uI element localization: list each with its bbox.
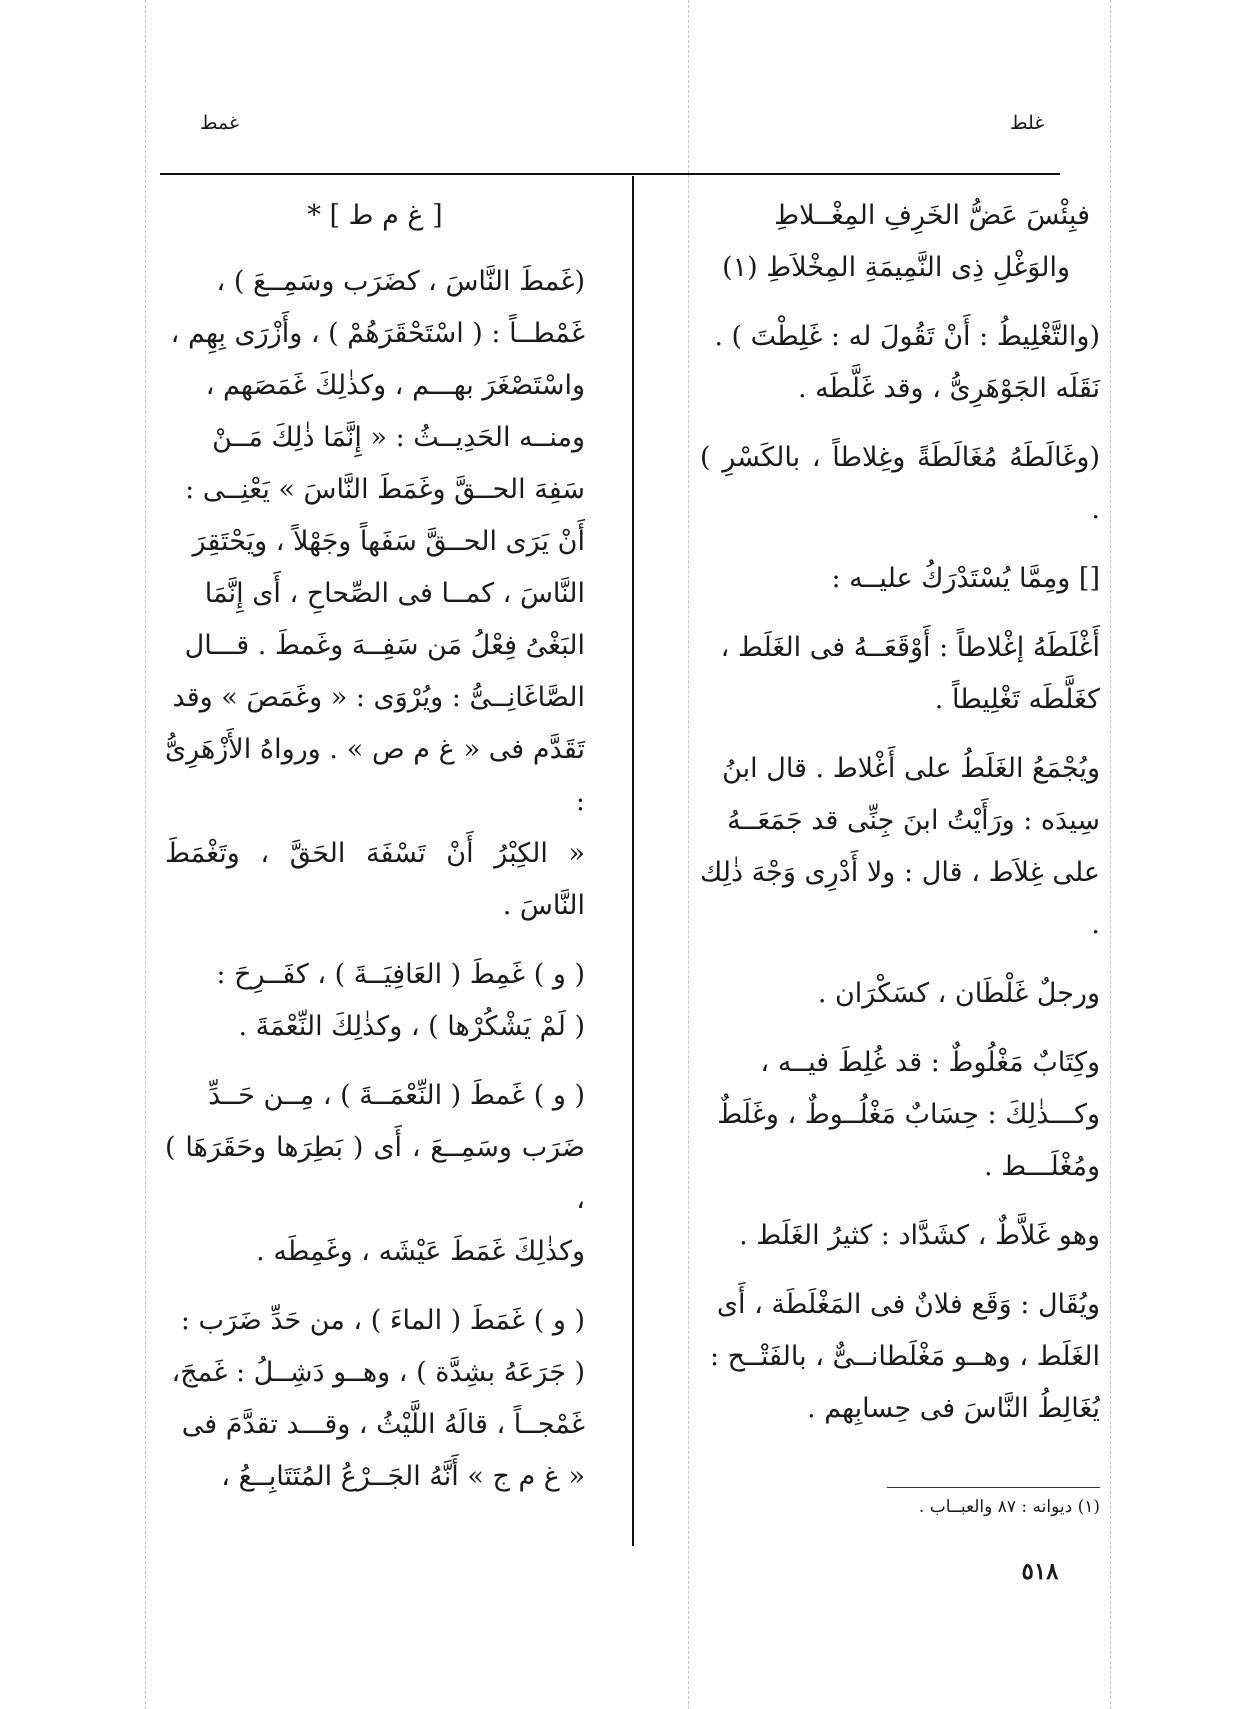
margin-guide-line (1110, 0, 1111, 1709)
text-line: ( و ) غَمطَ ( النِّعْمَــةَ ) ، مِــن حَــدِّ (208, 1080, 585, 1111)
margin-guide-line (688, 0, 689, 1709)
text-line: الصَّاغَانِــىُّ : ويُرْوَى : « وغَمَصَ » وقد (172, 682, 585, 713)
entry-paragraph (700, 622, 1100, 726)
text-line: ويُقَال : وَقَع فلانٌ فى المَغْلَطَة ، أَى (716, 1289, 1100, 1320)
entry-paragraph (700, 1279, 1100, 1435)
left-column (165, 190, 585, 1520)
text-line: ومنــه الحَدِيــثُ : « إِنَّمَا ذٰلِكَ مَــنْ (212, 422, 585, 453)
page-header-right-keyword: غلط (1010, 112, 1045, 134)
column-divider (632, 176, 634, 1546)
entry-paragraph (700, 1037, 1100, 1193)
text-line: سِيدَه : ورَأَيْتُ ابنَ جِنِّى قد جَمَعَــهُ (727, 805, 1100, 836)
text-line: النَّاسَ ، كمــا فى الصِّحاحِ ، أَى إِنَّمَا (204, 578, 585, 609)
verse-line: فبِئْسَ عَضُّ الخَرِفِ المِغْــلاطِ (774, 200, 1090, 231)
right-column (700, 190, 1100, 1452)
text-line: أَغْلَطَهُ إغْلاطاً : أَوْقَعَــهُ فى الغَلَط ، (720, 632, 1100, 663)
entry-paragraph (165, 1070, 585, 1278)
text-line: « غ م ج » أَنَّهُ الجَــرْعُ المُتَتَابِــعُ ، (221, 1461, 585, 1492)
text-line: واسْتَصْغَرَ بهـــم ، وكذٰلِكَ غَمَصَهم ، (205, 370, 585, 401)
text-line: غَمْطــاً : ( اسْتَحْقَرَهُمْ ) ، وأَزْرَى بِهِم ، (170, 318, 585, 349)
verse-line: والوَغْلِ ذِى النَّمِيمَةِ المِخْلاَطِ (١) (722, 252, 1070, 283)
text-line: ضَرَب وسَمِــعَ ، أَى ( بَطِرَها وحَقَرَهَا ) ، (165, 1132, 585, 1215)
text-line: يُغَالِطُ النَّاسَ فى حِسابِهم . (807, 1393, 1100, 1424)
text-line: ( لَمْ يَشْكُرْها ) ، وكذٰلِكَ النِّعْمَةَ . (238, 1011, 585, 1042)
page-number: ٥١٨ (1021, 1558, 1059, 1585)
text-line: الغَلَط ، وهــو مَغْلَطانــىٌّ ، بالفَتْــح : (709, 1341, 1100, 1372)
text-line: « الكِبْرُ أَنْ تَسْفَهَ الحَقَّ ، وتَغْمَطَ النَّاسَ . (165, 838, 585, 921)
entry-paragraph (700, 432, 1100, 536)
text-line: كغَلَّطَه تَغْلِيطاً . (934, 684, 1100, 715)
text-line: ( و ) غَمَطَ ( الماءَ ) ، من حَدِّ ضَرَب : (180, 1305, 585, 1336)
text-line: (غَمطَ النَّاسَ ، كضَرَب وسَمِــعَ ) ، (216, 266, 585, 297)
text-line: على غِلاَط ، قال : ولا أَدْرِى وَجْهَ ذٰلِك . (700, 857, 1100, 940)
text-line: غَمْجــاً ، قالَهُ اللَّيْثُ ، وقـــد تقدَّمَ فى (181, 1409, 585, 1440)
verse (700, 190, 1100, 294)
entry-paragraph (165, 256, 585, 932)
entry-paragraph (700, 1210, 1100, 1262)
text-line: أَنْ يَرَى الحــقَّ سَفَهاً وجَهْلاً ، ويَحْتَقِرَ (192, 526, 585, 557)
entry-heading: [ غ م ط ] * (307, 200, 443, 231)
text-line: وكـــذٰلِكَ : حِسَابٌ مَغْلُــوطٌ ، وغَلَطٌ (717, 1099, 1100, 1130)
entry-paragraph (165, 949, 585, 1053)
text-line: البَغْىُ فِعْلُ مَن سَفِــهَ وغَمطَ . قـــال (184, 630, 585, 661)
margin-guide-line (145, 0, 146, 1709)
entry-paragraph (700, 743, 1100, 951)
text-line: ورجلٌ غَلْطَان ، كسَكْرَان . (817, 978, 1100, 1009)
text-line: ( جَرَعَهُ بشِدَّة ) ، وهــو دَشِــلُ : غَمجَ، (171, 1357, 585, 1388)
text-line: ومُغْلَـــط . (984, 1151, 1100, 1182)
text-line: وكذٰلِكَ غَمَطَ عَيْشَه ، وغَمِطَه . (256, 1236, 585, 1267)
supplement-heading (700, 553, 1100, 605)
text-line: (وغَالَطَهُ مُغَالَطَةً وغِلاطاً ، بالكَسْرِ ) . (700, 442, 1100, 525)
text-line: تَقَدَّم فى « غ م ص » . ورواهُ الأَزْهَرِىُّ : (165, 734, 585, 817)
text-line: [] ومِمَّا يُسْتَدْرَكُ عليــه : (831, 563, 1100, 594)
entry-paragraph (700, 311, 1100, 415)
text-line: ويُجْمَعُ الغَلَطُ على أَغْلاط . قال ابنُ (722, 753, 1100, 784)
entry-paragraph (165, 1295, 585, 1503)
text-line: ( و ) غَمِطَ ( العَافِيَــةَ ) ، كفَــرِحَ : (216, 959, 585, 990)
entry-paragraph (700, 968, 1100, 1020)
text-line: سَفِهَ الحــقَّ وغَمَطَ النَّاسَ » يَعْنِــى : (185, 474, 585, 505)
header-rule (160, 173, 1060, 175)
footnote-rule (887, 1487, 1100, 1488)
text-line: نَقَلَه الجَوْهَرِىُّ ، وقد غَلَّطَه . (798, 373, 1100, 404)
page-header-left-keyword: غمط (200, 112, 239, 134)
text-line: وهو غَلاَّطٌ ، كشَدَّاد : كثيرُ الغَلَط . (739, 1220, 1100, 1251)
text-line: وكِتَابٌ مَغْلُوطٌ : قد غُلِطَ فيــه ، (760, 1047, 1100, 1078)
footnote: (١) ديوانه : ٨٧ والعبــاب . (918, 1497, 1100, 1517)
text-line: (والتَّغْلِيطُ : أَنْ تَقُولَ له : غَلِطْتَ ) . (714, 321, 1100, 352)
